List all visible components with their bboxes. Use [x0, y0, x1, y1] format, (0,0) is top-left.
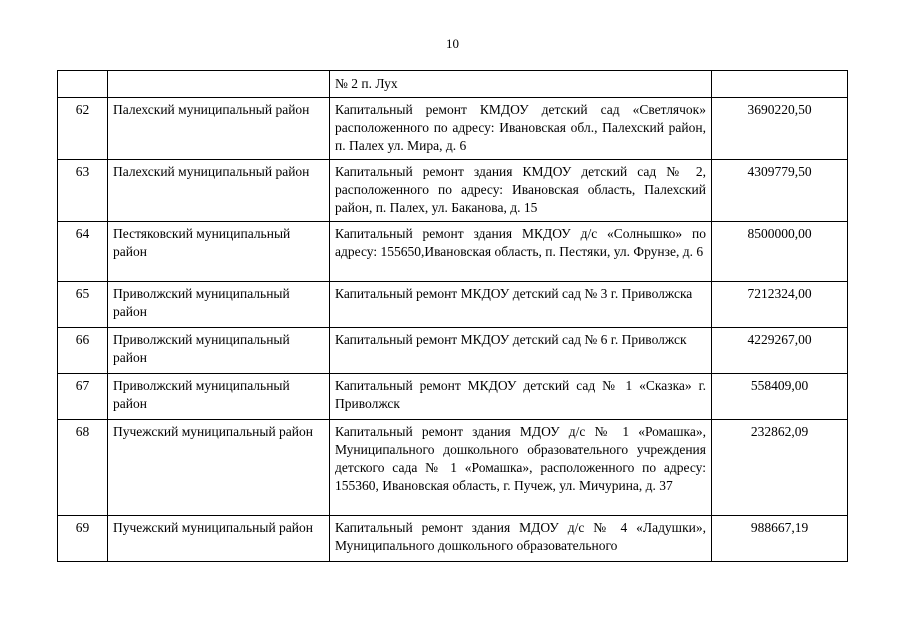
- row-district: Палехский муниципальный район: [108, 98, 330, 160]
- table-row: [58, 222, 848, 282]
- table-row: [58, 71, 848, 98]
- row-amount: 8500000,00: [712, 222, 848, 282]
- row-district: Пестяковский муниципальный район: [108, 222, 330, 282]
- table-row: [58, 98, 848, 160]
- page-number: 10: [446, 36, 459, 51]
- table-row: [58, 328, 848, 374]
- row-amount: [712, 71, 848, 98]
- row-amount: 232862,09: [712, 420, 848, 516]
- row-district: Приволжский муниципальный район: [108, 374, 330, 420]
- row-description: Капитальный ремонт здания МКДОУ д/с «Солнышко» по адресу: 155650,Ивановская область, п. Пестяки, ул. Фрунзе, д. 6: [330, 222, 712, 282]
- funding-table: [57, 70, 848, 562]
- row-number: 62: [58, 98, 108, 160]
- table-row: [58, 282, 848, 328]
- row-district: Пучежский муниципальный район: [108, 516, 330, 562]
- row-description: Капитальный ремонт МКДОУ детский сад № 1 «Сказка» г. Приволжск: [330, 374, 712, 420]
- row-district: Приволжский муниципальный район: [108, 328, 330, 374]
- row-amount: 3690220,50: [712, 98, 848, 160]
- row-amount: 988667,19: [712, 516, 848, 562]
- row-amount: 558409,00: [712, 374, 848, 420]
- row-amount: 7212324,00: [712, 282, 848, 328]
- row-district: Палехский муниципальный район: [108, 160, 330, 222]
- table-row: [58, 374, 848, 420]
- row-amount: 4309779,50: [712, 160, 848, 222]
- row-number: 64: [58, 222, 108, 282]
- row-district: [108, 71, 330, 98]
- row-description: Капитальный ремонт здания МДОУ д/с № 4 «Ладушки», Муниципального дошкольного образовательного: [330, 516, 712, 562]
- row-amount: 4229267,00: [712, 328, 848, 374]
- row-number: 66: [58, 328, 108, 374]
- row-description: Капитальный ремонт здания МДОУ д/с № 1 «Ромашка», Муниципального дошкольного образовательного учреждения детского сада № 1 «Ромашка», расположенного по адресу: 155360, Ивановская область, г. Пучеж, ул. Мичурина, д. 37: [330, 420, 712, 516]
- row-district: Приволжский муниципальный район: [108, 282, 330, 328]
- row-number: 69: [58, 516, 108, 562]
- row-district: Пучежский муниципальный район: [108, 420, 330, 516]
- row-number: 67: [58, 374, 108, 420]
- table-row: [58, 516, 848, 562]
- row-description: Капитальный ремонт МКДОУ детский сад № 3 г. Приволжска: [330, 282, 712, 328]
- row-number: 63: [58, 160, 108, 222]
- row-number: 68: [58, 420, 108, 516]
- table-row: [58, 160, 848, 222]
- row-description: Капитальный ремонт МКДОУ детский сад № 6 г. Приволжск: [330, 328, 712, 374]
- row-number: [58, 71, 108, 98]
- row-description: Капитальный ремонт КМДОУ детский сад «Светлячок» расположенного по адресу: Ивановская обл., Палехский район, п. Палех ул. Мира, д. 6: [330, 98, 712, 160]
- row-description: Капитальный ремонт здания КМДОУ детский сад № 2, расположенного по адресу: Ивановская область, Палехский район, п. Палех, ул. Баканова, д. 15: [330, 160, 712, 222]
- row-description: № 2 п. Лух: [330, 71, 712, 98]
- table-row: [58, 420, 848, 516]
- row-number: 65: [58, 282, 108, 328]
